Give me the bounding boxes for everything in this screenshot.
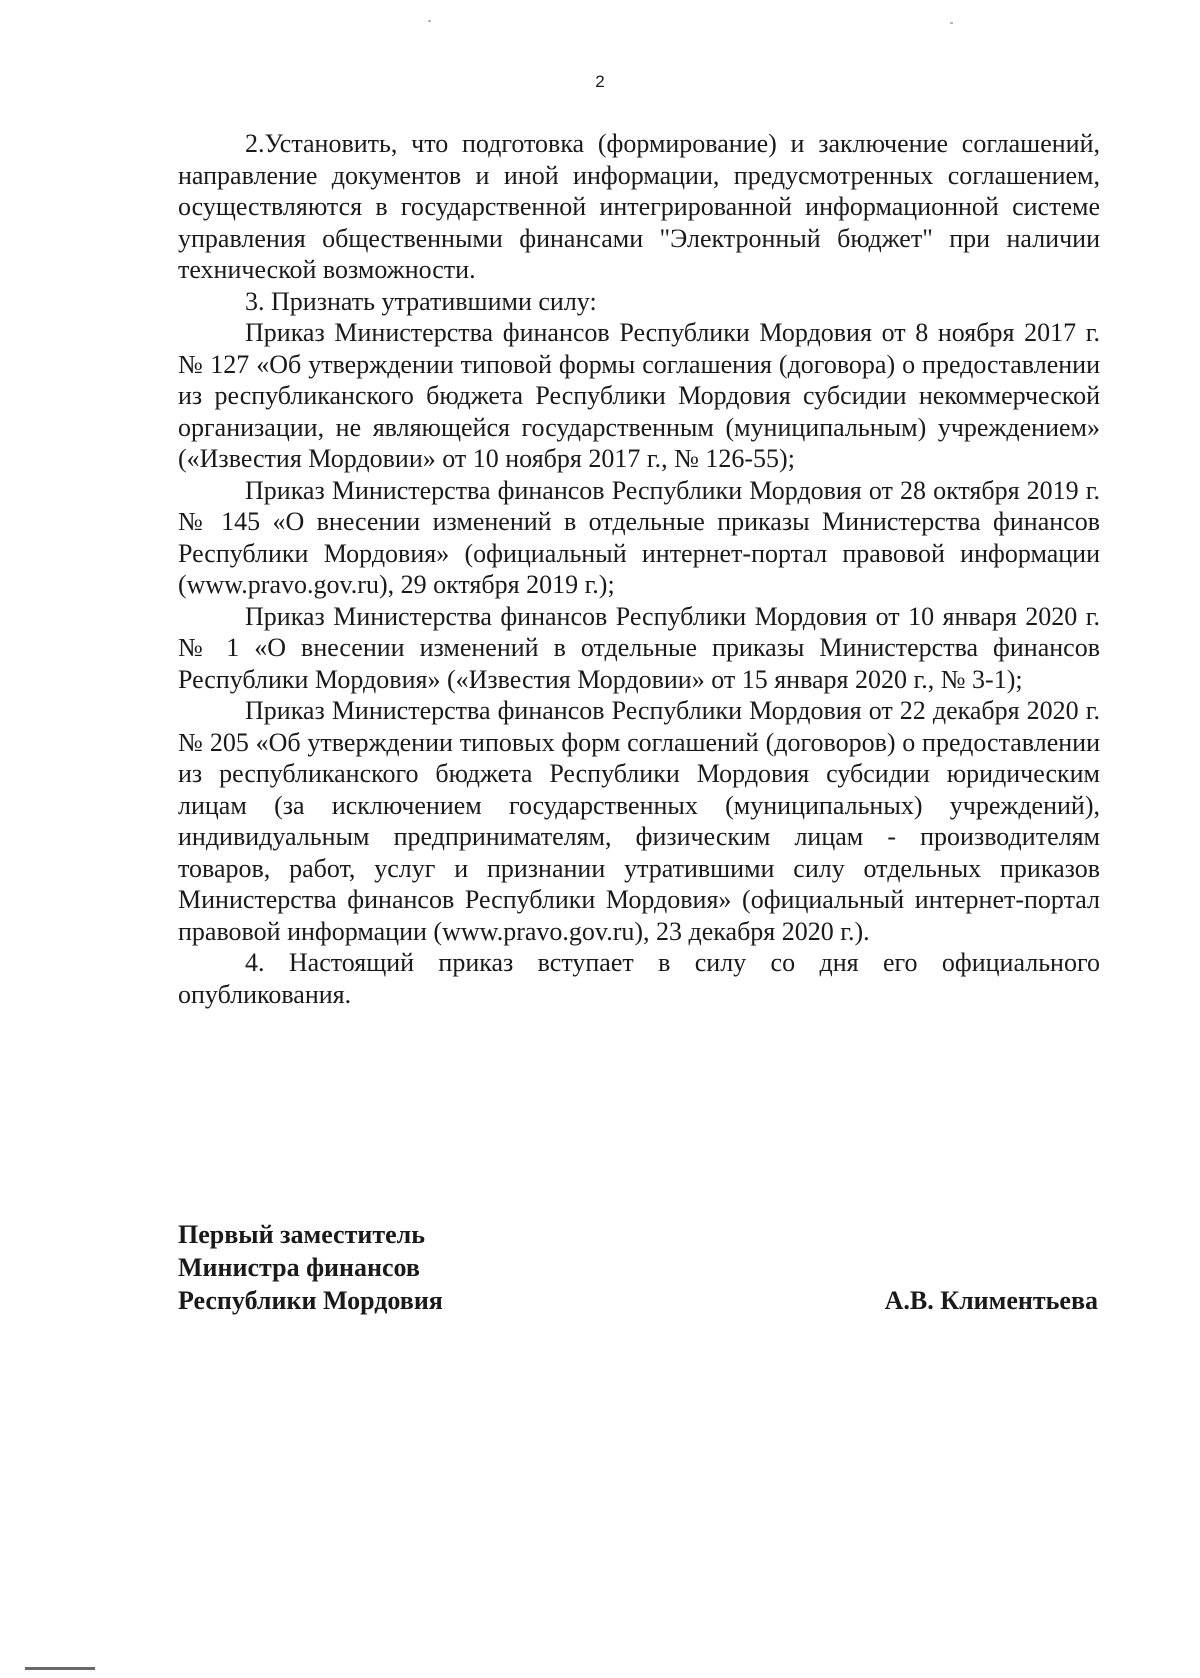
paragraph-repeal-order-205: Приказ Министерства финансов Республики Мордовия от 22 декабря 2020 г. № 205 «Об утверждении типовых форм соглашений (договоров) о предоставлении из республиканского бюджета Республики Мордовия субсидии юридическим лицам (за исключением государственных (муниципальных) учреждений), индивидуальным предпринимателям, физическим лицам - производителям товаров, работ, услуг и признании утратившими силу отдельных приказов Министерства финансов Республики Мордовия» (официальный интернет-портал правовой информации (www.pravo.gov.ru), 23 декабря 2020 г.). [178, 696, 1100, 946]
paragraph-2-establish: 2.Установить, что подготовка (формирование) и заключение соглашений, направление документов и иной информации, предусмотренных соглашением, осуществляются в государственной интегрированной информационной системе управления общественными финансами "Электронный бюджет" при наличии технической возможности. [178, 129, 1100, 284]
scan-artifact-top-right [950, 22, 953, 24]
paragraph-repeal-order-145: Приказ Министерства финансов Республики Мордовия от 28 октября 2019 г. № 145 «О внесении изменений в отдельные приказы Министерства финансов Республики Мордовия» (официальный интернет-портал правовой информации (www.pravo.gov.ru), 29 октября 2019 г.); [178, 475, 1100, 599]
signatory-position-line-1: Первый заместитель [178, 1220, 425, 1249]
paragraph-3-repeal-heading: 3. Признать утратившими силу: [245, 286, 597, 316]
paragraph-4-effective-date: 4. Настоящий приказ вступает в силу со дня его официального опубликования. [178, 948, 1100, 1009]
paragraph-repeal-order-1: Приказ Министерства финансов Республики Мордовия от 10 января 2020 г. № 1 «О внесении изменений в отдельные приказы Министерства финансов Республики Мордовия» («Известия Мордовии» от 15 января 2020 г., № 3-1); [178, 601, 1100, 694]
document-body [178, 128, 1100, 1010]
signatory-position-line-2: Министра финансов [178, 1253, 420, 1282]
paragraph-repeal-order-127: Приказ Министерства финансов Республики Мордовия от 8 ноября 2017 г. № 127 «Об утверждении типовой формы соглашения (договора) о предоставлении из республиканского бюджета Республики Мордовия субсидии некоммерческой организации, не являющейся государственным (муниципальным) учреждением» («Известия Мордовии» от 10 ноября 2017 г., № 126-55); [178, 318, 1100, 473]
scan-artifact-top-left [428, 20, 431, 22]
signatory-name: А.В. Климентьева [884, 1286, 1098, 1315]
scan-artifact-bottom-left [25, 1667, 95, 1678]
page-number: 2 [595, 72, 605, 91]
signature-block [178, 1218, 1100, 1317]
signatory-position-line-3: Республики Мордовия [178, 1286, 443, 1315]
